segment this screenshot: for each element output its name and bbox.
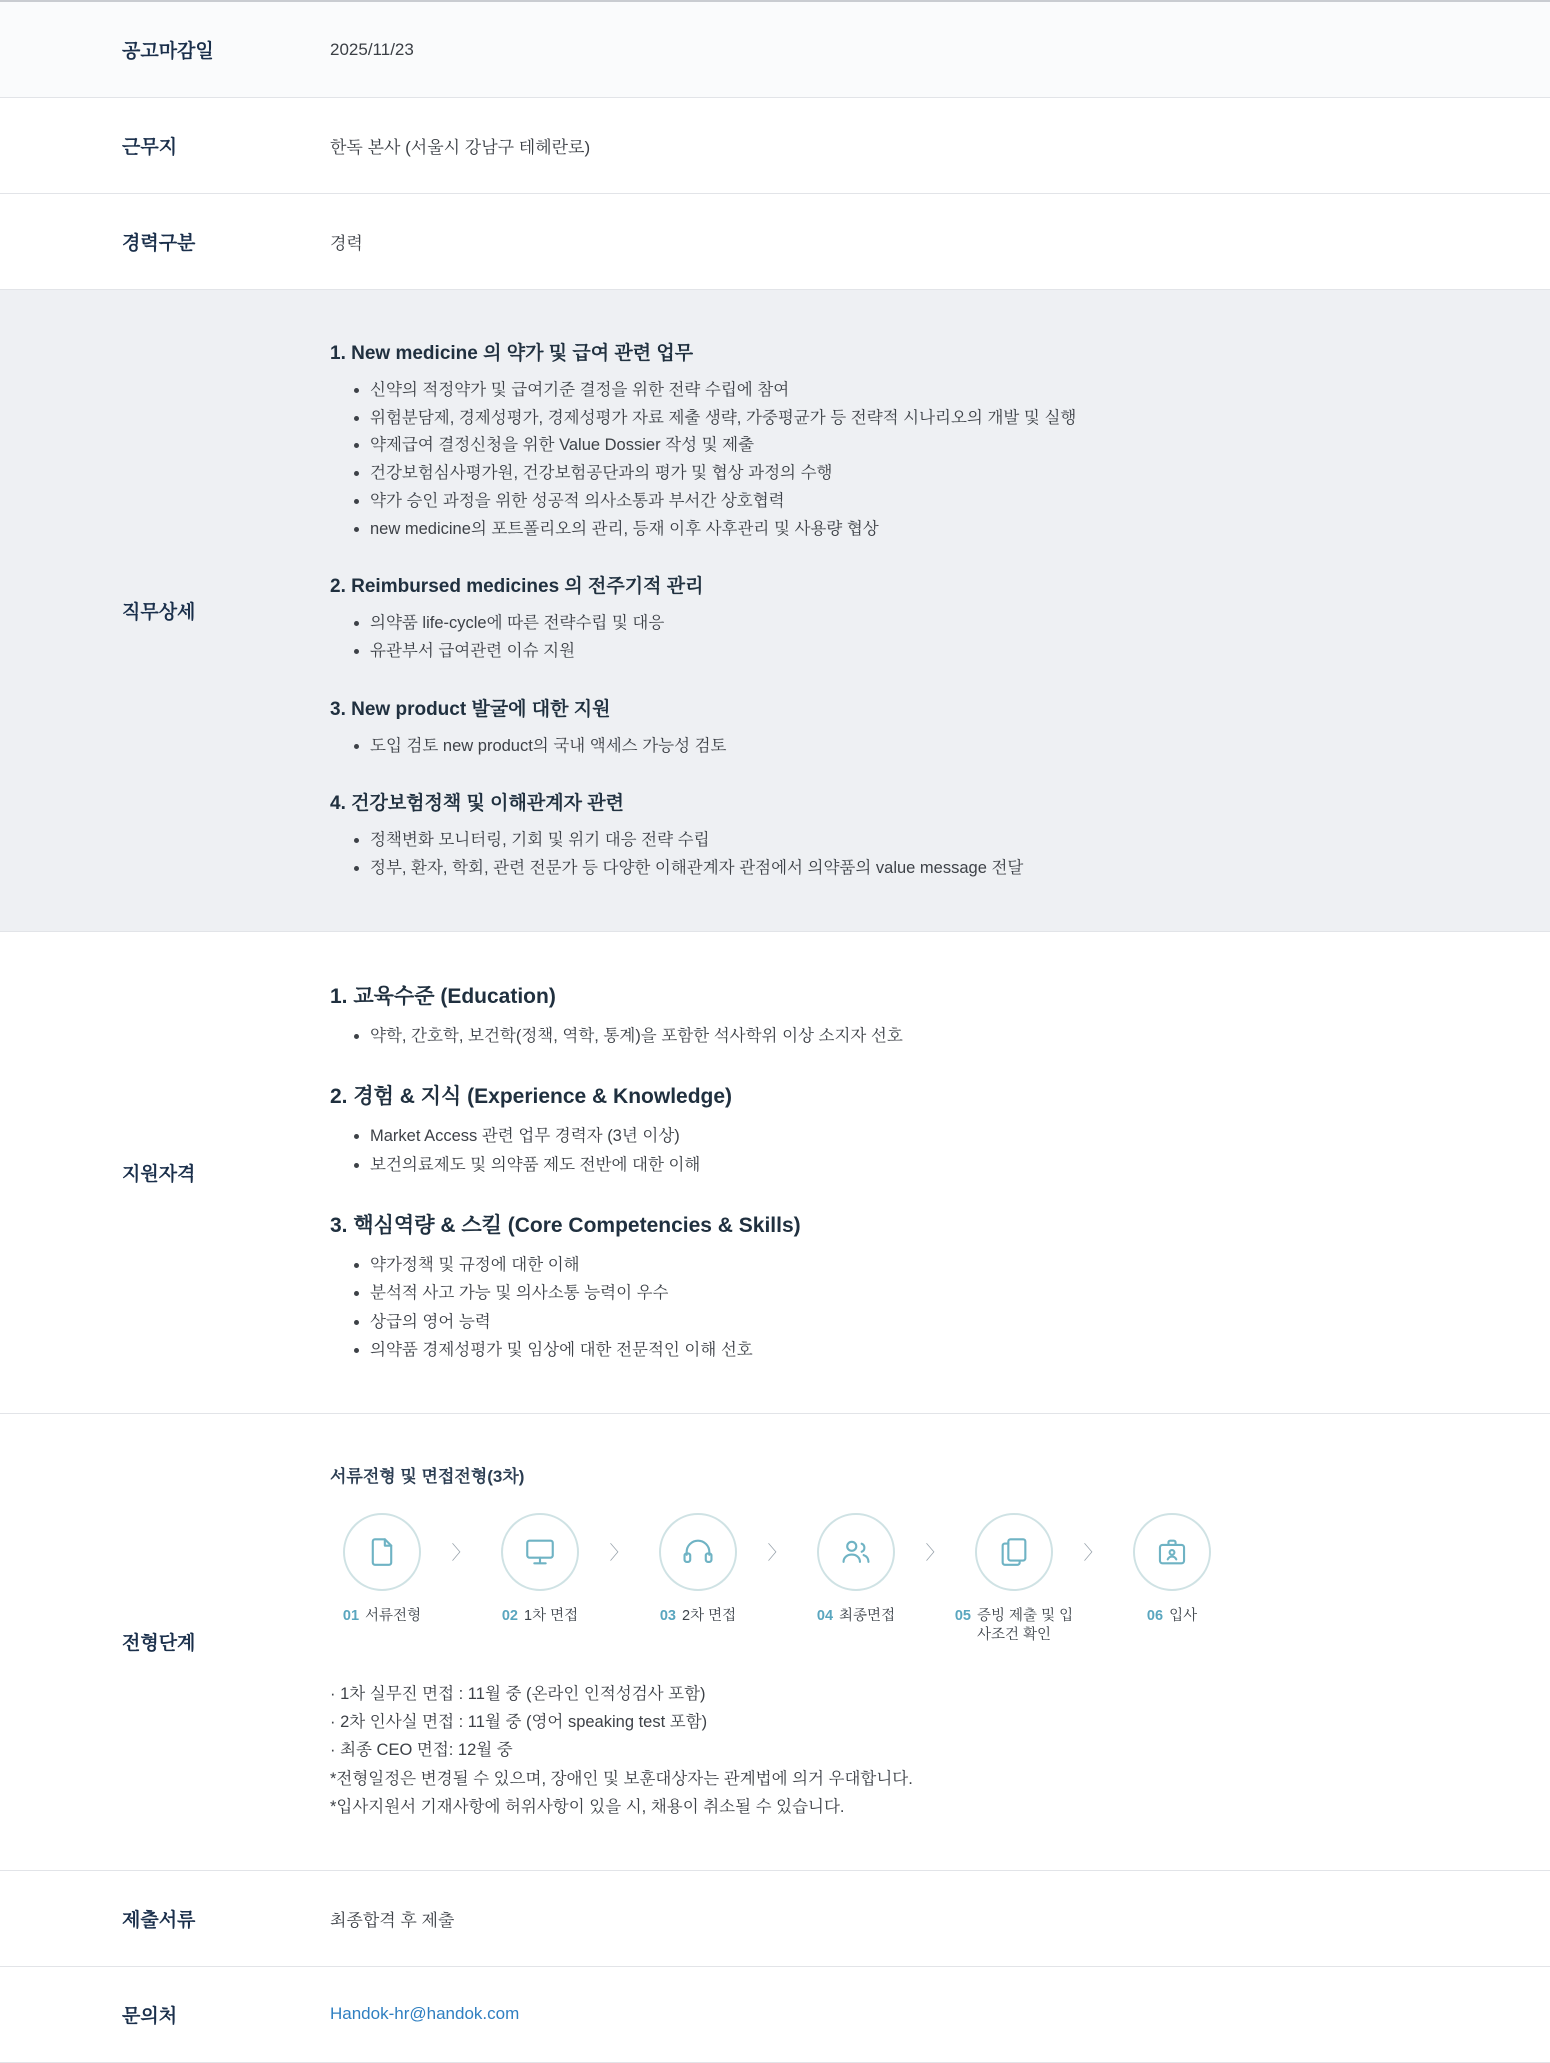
value-job-detail	[330, 290, 1550, 931]
process-note: · 2차 인사실 면접 : 11월 중 (영어 speaking test 포함)	[330, 1713, 708, 1732]
value-qualification	[330, 932, 1550, 1413]
process-step-1	[330, 1513, 434, 1627]
row-deadline	[0, 2, 1550, 98]
list-item: • 도입 검토 new product의 국내 액세스 가능성 검토	[370, 733, 1490, 761]
row-location	[0, 98, 1550, 194]
list-item: • 보건의료제도 및 의약품 제도 전반에 대한 이해	[370, 1151, 1490, 1179]
job-detail-section-title: 2. Reimbursed medicines 의 전주기적 관리	[330, 576, 704, 598]
process-step-caption	[502, 1607, 578, 1627]
value-location: 한독 본사 (서울시 강남구 테헤란로)	[330, 138, 591, 157]
process-step-6	[1120, 1513, 1224, 1627]
process-step-caption	[343, 1607, 421, 1627]
process-step-3	[646, 1513, 750, 1627]
value-contact	[330, 1967, 1550, 2062]
list-item: • 위험분담제, 경제성평가, 경제성평가 자료 제출 생략, 가중평균가 등 전략적 시나리오의 개발 및 실행	[370, 405, 1490, 433]
process-step-number: 05	[954, 1607, 971, 1624]
badge-icon	[1133, 1513, 1211, 1591]
process-step-5	[954, 1513, 1074, 1646]
qualification-section-list	[336, 1122, 1490, 1179]
process-step-4	[804, 1513, 908, 1627]
list-item: • 유관부서 급여관련 이슈 지원	[370, 638, 1490, 666]
list-item: • 약가 승인 과정을 위한 성공적 의사소통과 부서간 상호협력	[370, 488, 1490, 516]
process-note: *전형일정은 변경될 수 있으며, 장애인 및 보훈대상자는 관계법에 의거 우대합니다.	[330, 1769, 913, 1788]
process-step-label: 2차 면접	[682, 1607, 737, 1624]
row-qualification	[0, 932, 1550, 1414]
job-detail-section-list	[336, 610, 1490, 665]
label-career: 경력구분	[122, 233, 196, 254]
process-note: · 1차 실무진 면접 : 11월 중 (온라인 인적성검사 포함)	[330, 1684, 706, 1703]
list-item: • 신약의 적정약가 및 급여기준 결정을 위한 전략 수립에 참여	[370, 377, 1490, 405]
headset-icon	[659, 1513, 737, 1591]
value-deadline: 2025/11/23	[330, 39, 414, 59]
qualification-section-list	[336, 1251, 1490, 1365]
list-item: • Market Access 관련 업무 경력자 (3년 이상)	[370, 1122, 1490, 1150]
list-item: • 약학, 간호학, 보건학(정책, 역학, 통계)을 포함한 석사학위 이상 소지자 선호	[370, 1022, 1490, 1050]
process-step-number: 04	[816, 1607, 834, 1624]
process-note: · 최종 CEO 면접: 12월 중	[330, 1741, 513, 1760]
process-step-caption	[1147, 1607, 1197, 1627]
process-note: *입사지원서 기재사항에 허위사항이 있을 시, 채용이 취소될 수 있습니다.	[330, 1798, 845, 1817]
people-icon	[817, 1513, 895, 1591]
contact-email-link[interactable]: Handok-hr@handok.com	[330, 2004, 520, 2024]
process-step-label: 서류전형	[365, 1607, 422, 1624]
label-location: 근무지	[122, 137, 178, 158]
row-process	[0, 1414, 1550, 1871]
label-qualification: 지원자격	[122, 1163, 196, 1185]
process-step-2	[488, 1513, 592, 1627]
job-detail-section-list	[336, 827, 1490, 882]
qualification-section-title: 3. 핵심역량 & 스킬 (Core Competencies & Skills)	[330, 1214, 801, 1238]
row-documents	[0, 1871, 1550, 1967]
job-detail-section-title: 1. New medicine 의 약가 및 급여 관련 업무	[330, 343, 694, 364]
process-step-label: 1차 면접	[524, 1607, 579, 1624]
list-item: • 정부, 환자, 학회, 관련 전문가 등 다양한 이해관계자 관점에서 의약품의 value message 전달	[370, 855, 1490, 883]
chevron-right-icon: 〉	[767, 1543, 787, 1565]
value-process	[330, 1414, 1550, 1870]
process-step-number: 02	[501, 1607, 518, 1624]
chevron-right-icon: 〉	[451, 1543, 471, 1565]
list-item: • new medicine의 포트폴리오의 관리, 등재 이후 사후관리 및 사용량 협상	[370, 516, 1490, 544]
qualification-section-title: 2. 경험 & 지식 (Experience & Knowledge)	[330, 1085, 733, 1109]
list-item: • 의약품 life-cycle에 따른 전략수립 및 대응	[370, 610, 1490, 638]
list-item: • 정책변화 모니터링, 기회 및 위기 대응 전략 수립	[370, 827, 1490, 855]
job-detail-section-list	[336, 733, 1490, 761]
row-contact	[0, 1967, 1550, 2063]
list-item: • 건강보험심사평가원, 건강보험공단과의 평가 및 협상 과정의 수행	[370, 460, 1490, 488]
label-contact: 문의처	[122, 2005, 178, 2027]
process-step-caption	[817, 1607, 895, 1627]
list-item: • 분석적 사고 가능 및 의사소통 능력이 우수	[370, 1279, 1490, 1307]
process-step-label: 최종면접	[839, 1607, 896, 1624]
process-step-label: 입사	[1169, 1607, 1198, 1624]
label-deadline: 공고마감일	[122, 41, 214, 62]
qualification-section-list	[336, 1022, 1490, 1050]
monitor-icon	[501, 1513, 579, 1591]
label-process: 전형단계	[122, 1633, 196, 1655]
process-step-number: 01	[342, 1607, 360, 1624]
process-step-number: 03	[659, 1607, 676, 1624]
row-career	[0, 194, 1550, 290]
document-icon	[343, 1513, 421, 1591]
chevron-right-icon: 〉	[609, 1543, 629, 1565]
value-career: 경력	[330, 234, 363, 253]
copy-icon	[975, 1513, 1053, 1591]
process-step-caption	[660, 1607, 736, 1627]
label-documents: 제출서류	[122, 1909, 196, 1931]
value-documents: 최종합격 후 제출	[330, 1910, 455, 1930]
list-item: • 의약품 경제성평가 및 임상에 대한 전문적인 이해 선호	[370, 1336, 1490, 1364]
list-item: • 약제급여 결정신청을 위한 Value Dossier 작성 및 제출	[370, 432, 1490, 460]
process-step-caption	[954, 1607, 1074, 1646]
job-detail-section-title: 3. New product 발굴에 대한 지원	[330, 698, 611, 720]
job-detail-section-title: 4. 건강보험정책 및 이해관계자 관련	[330, 793, 624, 815]
process-heading: 서류전형 및 면접전형(3차)	[330, 1466, 525, 1486]
process-notes	[330, 1680, 1490, 1822]
label-job-detail: 직무상세	[122, 601, 196, 623]
process-steps	[330, 1513, 1490, 1646]
list-item: • 상급의 영어 능력	[370, 1308, 1490, 1336]
list-item: • 약가정책 및 규정에 대한 이해	[370, 1251, 1490, 1279]
qualification-section-title: 1. 교육수준 (Education)	[330, 984, 556, 1008]
chevron-right-icon: 〉	[1083, 1543, 1103, 1565]
process-step-label: 증빙 제출 및 입사조건 확인	[976, 1607, 1074, 1644]
chevron-right-icon: 〉	[925, 1543, 945, 1565]
job-detail-section-list	[336, 377, 1490, 543]
process-step-number: 06	[1146, 1607, 1164, 1624]
row-job-detail	[0, 290, 1550, 932]
